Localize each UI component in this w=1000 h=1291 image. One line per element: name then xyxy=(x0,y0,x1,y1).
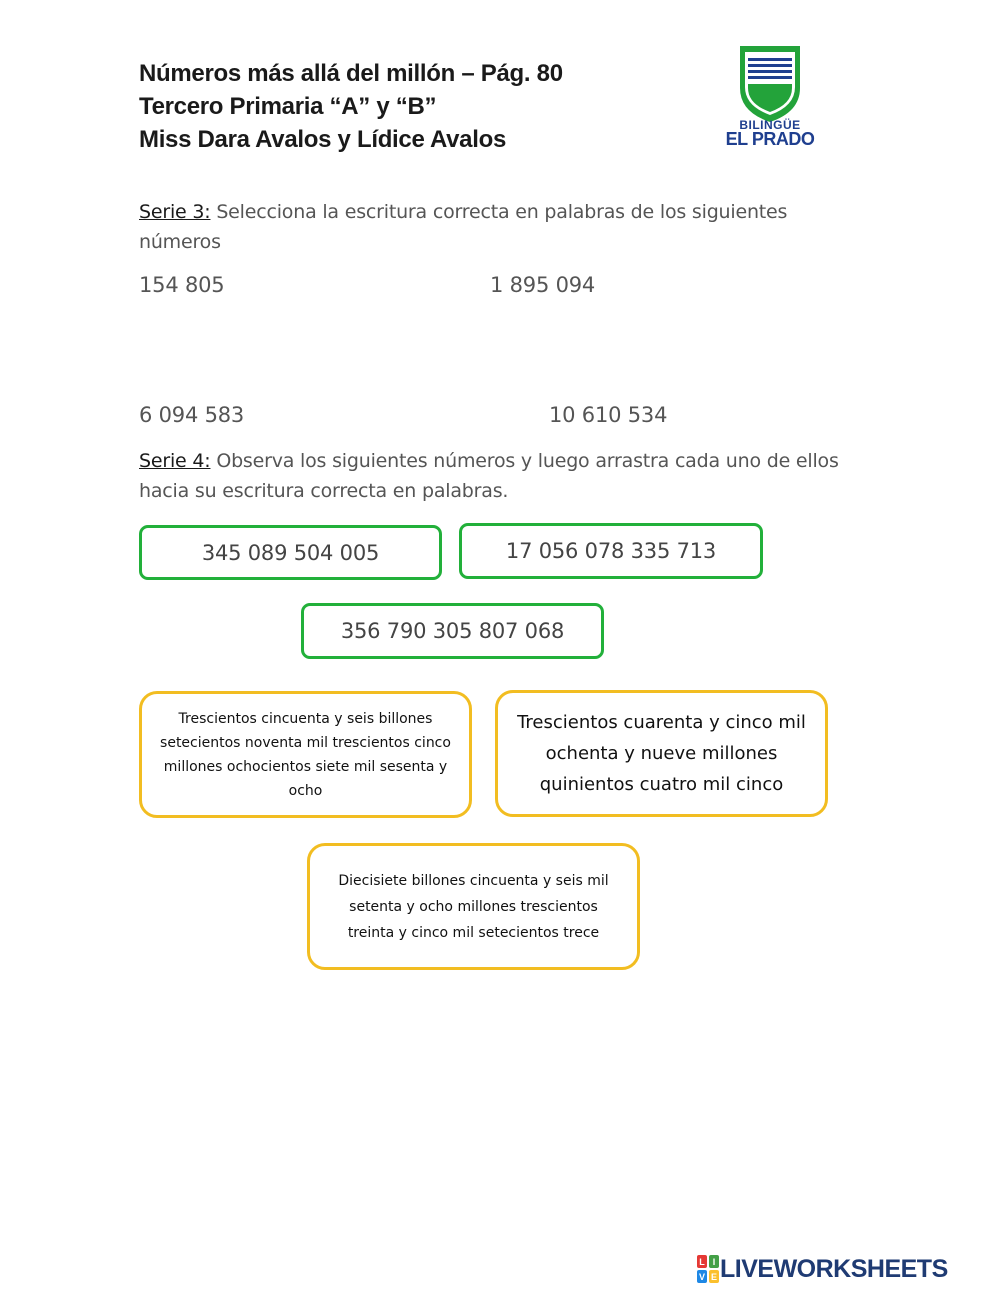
serie3-instruction-block xyxy=(139,197,859,257)
serie4-label: Serie 4: xyxy=(139,450,211,472)
page-title: Números más allá del millón – Pág. 80 xyxy=(139,60,563,87)
serie3-number-4: 10 610 534 xyxy=(549,403,668,427)
drop-target-1-text: Trescientos cincuenta y seis billones setecientos noventa mil trescientos cinco millones ochocientos siete mil sesenta y ocho xyxy=(160,710,451,799)
serie4-instruction-block xyxy=(139,446,859,506)
serie3-number-3: 6 094 583 xyxy=(139,403,245,427)
school-logo xyxy=(708,42,832,152)
liveworksheets-footer xyxy=(696,1254,996,1284)
liveworksheets-logo-icon xyxy=(696,1254,720,1284)
logo-text-elprado: EL PRADO xyxy=(725,129,815,149)
drag-number-1[interactable]: 345 089 504 005 xyxy=(139,525,442,580)
logo-letter-i: I xyxy=(712,1257,716,1267)
drop-target-2-text: Trescientos cuarenta y cinco mil ochenta y nueve millones quinientos cuatro mil cinco xyxy=(517,712,806,795)
logo-text-bilingue: BILINGÜE xyxy=(739,118,801,132)
logo-letter-e: E xyxy=(710,1272,718,1282)
drag-number-2[interactable]: 17 056 078 335 713 xyxy=(459,523,763,579)
serie4-instruction: Observa los siguientes números y luego arrastra cada uno de ellos hacia su escritura correcta en palabras. xyxy=(139,450,839,502)
teachers-subtitle: Miss Dara Avalos y Lídice Avalos xyxy=(139,126,507,153)
drop-target-1[interactable] xyxy=(139,691,472,818)
serie3-number-2: 1 895 094 xyxy=(490,273,596,297)
drop-target-2[interactable] xyxy=(495,690,828,817)
drop-target-3-text: Diecisiete billones cincuenta y seis mil setenta y ocho millones trescientos treinta y cinco mil setecientos trece xyxy=(338,872,609,941)
grade-subtitle: Tercero Primaria “A” y “B” xyxy=(139,93,437,120)
serie3-label: Serie 3: xyxy=(139,201,211,223)
liveworksheets-brand: LIVEWORKSHEETS xyxy=(720,1254,948,1283)
drag-number-3[interactable]: 356 790 305 807 068 xyxy=(301,603,604,659)
serie3-instruction: Selecciona la escritura correcta en palabras de los siguientes números xyxy=(139,201,788,253)
serie3-number-1: 154 805 xyxy=(139,273,225,297)
logo-letter-l: L xyxy=(699,1257,705,1267)
drop-target-3[interactable] xyxy=(307,843,640,970)
logo-letter-v: V xyxy=(698,1272,706,1282)
